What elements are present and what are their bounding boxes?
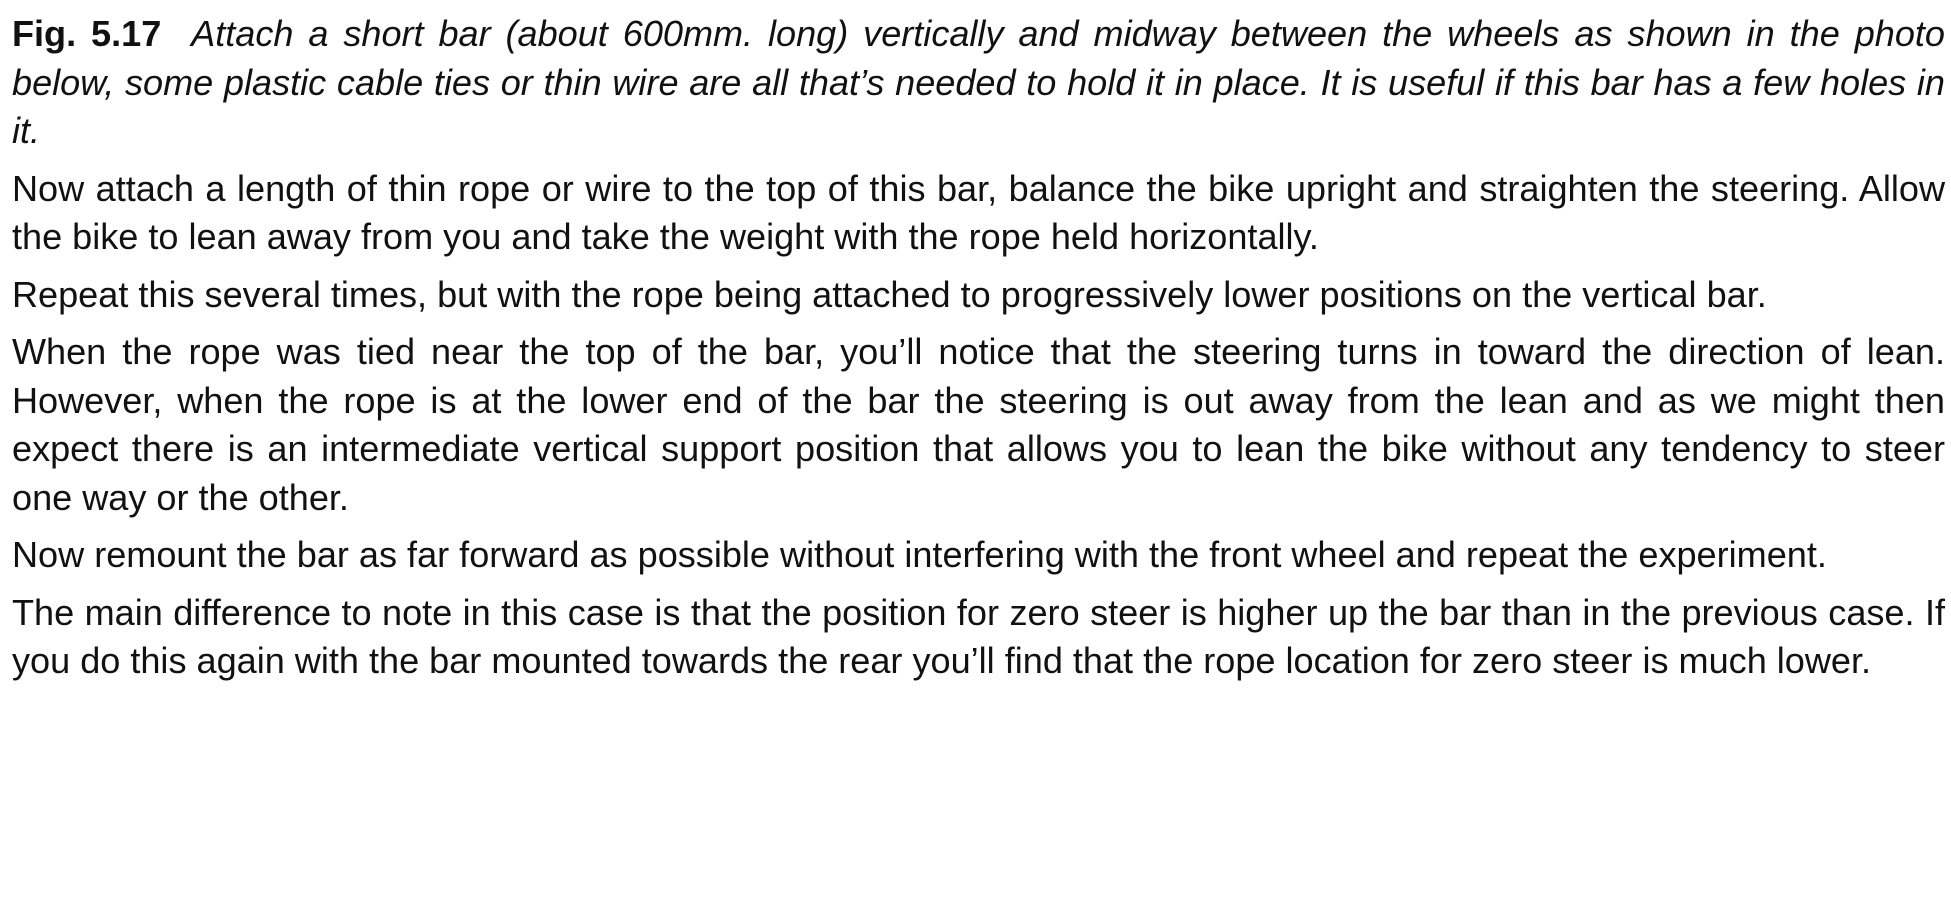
paragraph-steering-observation: When the rope was tied near the top of the bar, you’ll notice that the steering turns in toward the direction of lean. However, when the rope is at the lower end of the bar the steering is out away from the lean and as we might then expect there is an intermediate vertical support position that allows you to lean the bike without any tendency to steer one way or the other. [12,331,1945,518]
paragraph-attach-rope: Now attach a length of thin rope or wire to the top of this bar, balance the bike upright and straighten the steering. Allow the bike to lean away from you and take the weight with the rope held horizontally. [12,167,1945,257]
figure-label: Fig. 5.17 [12,13,162,54]
figure-caption [12,10,1945,156]
paragraph-remount-forward: Now remount the bar as far forward as possible without interfering with the front wheel and repeat the experiment. [12,534,1827,575]
document-page [12,10,1945,695]
paragraph-repeat-lower: Repeat this several times, but with the rope being attached to progressively lower positions on the vertical bar. [12,273,1767,315]
paragraph-main-difference: The main difference to note in this case is that the position for zero steer is higher up the bar than in the previous case. If you do this again with the bar mounted towards the rear you’ll find that the rope location for zero steer is much lower. [12,591,1945,681]
figure-caption-text: Attach a short bar (about 600mm. long) vertically and midway between the wheels as shown in the photo below, some plastic cable ties or thin wire are all that’s needed to hold it in place. It is useful if this bar has a few holes in it. [12,13,1945,151]
